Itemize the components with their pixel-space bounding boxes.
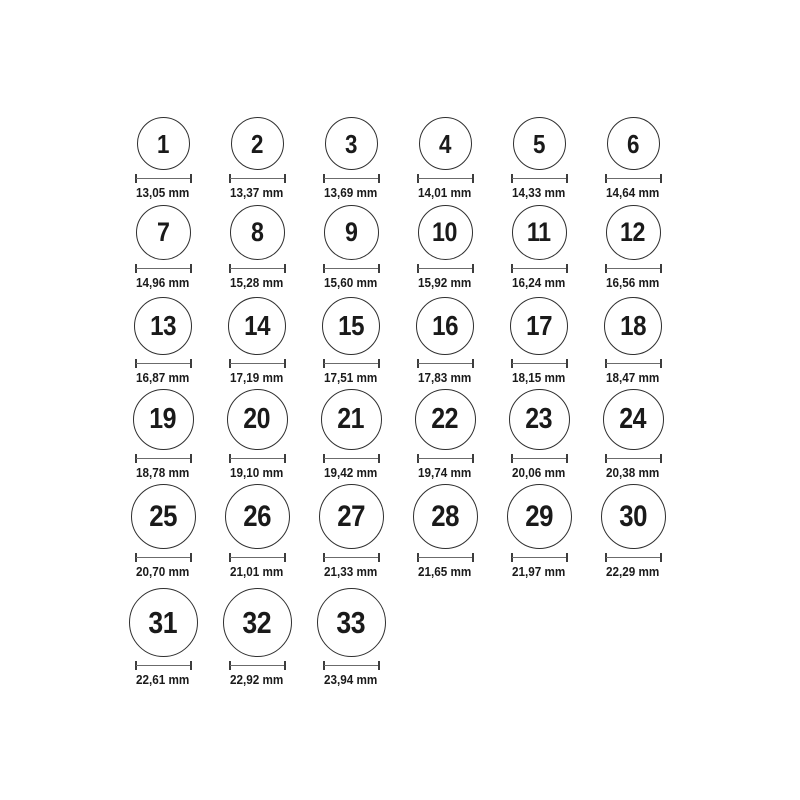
diameter-label: 15,92 mm: [418, 275, 472, 290]
ring-size-number: 2: [250, 128, 264, 159]
ring-circle: [231, 117, 284, 170]
ring-size-cell: [492, 297, 586, 385]
measure-line: [136, 178, 191, 180]
diameter-measure-bracket: [323, 359, 380, 368]
ring-size-number: 9: [344, 217, 358, 247]
ring-size-cell: [116, 205, 210, 290]
ring-size-grid: [116, 117, 680, 687]
diameter-label: 16,56 mm: [606, 275, 660, 290]
diameter-measure-bracket: [605, 174, 662, 183]
ring-size-number: 11: [527, 217, 551, 247]
ring-circle: [317, 588, 386, 657]
ring-circle: [507, 484, 572, 549]
measure-line: [606, 178, 661, 180]
measure-line: [606, 458, 661, 460]
ring-circle: [604, 297, 662, 355]
measure-tick-right-icon: [190, 454, 192, 463]
ring-size-number: 16: [432, 310, 458, 341]
measure-tick-right-icon: [190, 264, 192, 273]
diameter-measure-bracket: [511, 359, 568, 368]
measure-line: [512, 458, 567, 460]
measure-tick-right-icon: [284, 264, 286, 273]
ring-size-number: 29: [525, 499, 553, 533]
measure-line: [136, 363, 191, 365]
ring-size-cell: [304, 205, 398, 290]
diameter-measure-bracket: [605, 454, 662, 463]
measure-tick-right-icon: [190, 553, 192, 562]
diameter-label: 20,70 mm: [136, 564, 190, 579]
measure-line: [512, 178, 567, 180]
measure-tick-right-icon: [284, 661, 286, 670]
ring-size-cell: [304, 484, 398, 579]
measure-line: [418, 557, 473, 559]
measure-line: [606, 363, 661, 365]
ring-circle: [321, 389, 382, 450]
measure-tick-right-icon: [378, 359, 380, 368]
ring-size-cell: [304, 297, 398, 385]
diameter-label: 22,61 mm: [136, 672, 190, 687]
ring-size-cell: [398, 205, 492, 290]
ring-circle: [136, 205, 191, 260]
ring-circle: [509, 389, 570, 450]
ring-size-cell: [304, 389, 398, 480]
ring-circle: [134, 297, 192, 355]
diameter-measure-bracket: [135, 174, 192, 183]
ring-circle: [322, 297, 380, 355]
measure-tick-right-icon: [378, 454, 380, 463]
measure-tick-right-icon: [472, 264, 474, 273]
diameter-measure-bracket: [417, 264, 474, 273]
ring-size-number: 17: [526, 310, 552, 341]
ring-size-number: 21: [337, 403, 365, 435]
ring-size-cell: [210, 117, 304, 200]
ring-size-number: 14: [244, 310, 270, 341]
diameter-label: 18,47 mm: [606, 370, 660, 385]
measure-line: [230, 557, 285, 559]
diameter-measure-bracket: [229, 454, 286, 463]
ring-size-cell: [116, 297, 210, 385]
ring-circle: [129, 588, 198, 657]
measure-tick-right-icon: [284, 359, 286, 368]
diameter-label: 21,01 mm: [230, 564, 284, 579]
diameter-measure-bracket: [511, 553, 568, 562]
ring-circle: [601, 484, 666, 549]
ring-size-cell: [210, 389, 304, 480]
measure-tick-right-icon: [472, 454, 474, 463]
measure-tick-right-icon: [378, 661, 380, 670]
ring-size-cell: [210, 297, 304, 385]
measure-line: [230, 665, 285, 667]
diameter-measure-bracket: [605, 359, 662, 368]
ring-size-number: 27: [337, 499, 365, 533]
measure-line: [512, 268, 567, 270]
diameter-measure-bracket: [605, 264, 662, 273]
ring-circle: [416, 297, 474, 355]
ring-size-number: 22: [431, 403, 459, 435]
measure-line: [418, 458, 473, 460]
measure-tick-right-icon: [378, 174, 380, 183]
measure-tick-right-icon: [660, 359, 662, 368]
ring-circle: [607, 117, 660, 170]
measure-line: [136, 557, 191, 559]
diameter-measure-bracket: [229, 174, 286, 183]
diameter-measure-bracket: [417, 553, 474, 562]
measure-line: [324, 268, 379, 270]
ring-circle: [223, 588, 292, 657]
diameter-measure-bracket: [229, 264, 286, 273]
measure-line: [324, 557, 379, 559]
measure-tick-right-icon: [378, 264, 380, 273]
diameter-label: 21,65 mm: [418, 564, 472, 579]
ring-size-cell: [586, 297, 680, 385]
ring-size-cell: [210, 205, 304, 290]
diameter-measure-bracket: [135, 359, 192, 368]
measure-line: [324, 178, 379, 180]
measure-tick-right-icon: [660, 174, 662, 183]
diameter-measure-bracket: [511, 264, 568, 273]
ring-size-number: 3: [344, 128, 358, 159]
diameter-measure-bracket: [511, 174, 568, 183]
measure-tick-right-icon: [190, 359, 192, 368]
ring-size-number: 13: [150, 310, 176, 341]
ring-size-row: [116, 588, 680, 687]
ring-size-cell: [586, 389, 680, 480]
measure-tick-right-icon: [378, 553, 380, 562]
ring-size-cell: [210, 484, 304, 579]
ring-size-number: 7: [156, 217, 170, 247]
ring-size-cell: [210, 588, 304, 687]
ring-size-number: 30: [619, 499, 647, 533]
measure-tick-right-icon: [472, 553, 474, 562]
ring-circle: [227, 389, 288, 450]
measure-tick-right-icon: [660, 553, 662, 562]
measure-line: [230, 178, 285, 180]
ring-size-cell: [398, 389, 492, 480]
ring-size-number: 25: [149, 499, 177, 533]
ring-size-cell: [492, 484, 586, 579]
ring-circle: [228, 297, 286, 355]
diameter-measure-bracket: [229, 359, 286, 368]
ring-size-number: 8: [250, 217, 264, 247]
measure-tick-right-icon: [190, 174, 192, 183]
ring-size-cell: [116, 588, 210, 687]
ring-circle: [133, 389, 194, 450]
measure-tick-right-icon: [566, 174, 568, 183]
ring-size-cell: [116, 389, 210, 480]
measure-line: [512, 363, 567, 365]
ring-size-number: 23: [525, 403, 553, 435]
ring-circle: [512, 205, 567, 260]
ring-circle: [419, 117, 472, 170]
diameter-measure-bracket: [417, 454, 474, 463]
measure-tick-right-icon: [284, 553, 286, 562]
ring-circle: [418, 205, 473, 260]
measure-line: [230, 363, 285, 365]
diameter-label: 22,29 mm: [606, 564, 660, 579]
diameter-label: 20,38 mm: [606, 465, 660, 480]
ring-size-row: [116, 205, 680, 290]
diameter-label: 17,51 mm: [324, 370, 378, 385]
diameter-measure-bracket: [417, 174, 474, 183]
ring-circle: [230, 205, 285, 260]
ring-size-cell: [398, 117, 492, 200]
diameter-measure-bracket: [323, 174, 380, 183]
ring-circle: [325, 117, 378, 170]
measure-tick-right-icon: [566, 553, 568, 562]
diameter-measure-bracket: [511, 454, 568, 463]
ring-circle: [415, 389, 476, 450]
ring-circle: [606, 205, 661, 260]
diameter-label: 16,24 mm: [512, 275, 566, 290]
ring-circle: [137, 117, 190, 170]
diameter-measure-bracket: [323, 264, 380, 273]
diameter-label: 17,83 mm: [418, 370, 472, 385]
ring-size-number: 10: [432, 217, 458, 247]
ring-size-number: 28: [431, 499, 459, 533]
ring-size-number: 32: [242, 605, 272, 640]
ring-size-number: 6: [626, 128, 640, 159]
measure-line: [324, 458, 379, 460]
diameter-measure-bracket: [605, 553, 662, 562]
ring-size-cell: [116, 484, 210, 579]
ring-size-row: [116, 117, 680, 200]
ring-size-number: 31: [148, 605, 178, 640]
ring-size-number: 18: [620, 310, 646, 341]
ring-size-number: 26: [243, 499, 271, 533]
ring-size-number: 15: [338, 310, 364, 341]
diameter-label: 19,74 mm: [418, 465, 472, 480]
measure-line: [606, 557, 661, 559]
diameter-measure-bracket: [135, 264, 192, 273]
measure-line: [136, 268, 191, 270]
diameter-measure-bracket: [135, 553, 192, 562]
measure-line: [324, 363, 379, 365]
diameter-label: 14,33 mm: [512, 185, 566, 200]
ring-size-cell: [586, 205, 680, 290]
measure-tick-right-icon: [566, 359, 568, 368]
ring-size-cell: [398, 297, 492, 385]
measure-line: [418, 178, 473, 180]
ring-size-cell: [398, 484, 492, 579]
diameter-label: 18,15 mm: [512, 370, 566, 385]
diameter-label: 19,42 mm: [324, 465, 378, 480]
ring-size-cell: [304, 117, 398, 200]
diameter-measure-bracket: [323, 553, 380, 562]
measure-line: [230, 458, 285, 460]
ring-circle: [225, 484, 290, 549]
ring-size-number: 1: [156, 128, 170, 159]
diameter-label: 14,64 mm: [606, 185, 660, 200]
diameter-label: 16,87 mm: [136, 370, 190, 385]
ring-circle: [324, 205, 379, 260]
diameter-measure-bracket: [323, 661, 380, 670]
diameter-label: 18,78 mm: [136, 465, 190, 480]
ring-size-number: 24: [619, 403, 647, 435]
ring-size-cell: [304, 588, 398, 687]
diameter-label: 13,05 mm: [136, 185, 190, 200]
measure-line: [606, 268, 661, 270]
ring-size-cell: [492, 117, 586, 200]
diameter-label: 17,19 mm: [230, 370, 284, 385]
diameter-label: 23,94 mm: [324, 672, 378, 687]
ring-size-cell: [586, 117, 680, 200]
measure-line: [418, 268, 473, 270]
measure-line: [418, 363, 473, 365]
diameter-measure-bracket: [229, 553, 286, 562]
ring-circle: [603, 389, 664, 450]
ring-circle: [413, 484, 478, 549]
measure-tick-right-icon: [472, 174, 474, 183]
diameter-measure-bracket: [417, 359, 474, 368]
measure-line: [512, 557, 567, 559]
diameter-label: 21,97 mm: [512, 564, 566, 579]
measure-line: [324, 665, 379, 667]
diameter-label: 15,60 mm: [324, 275, 378, 290]
diameter-measure-bracket: [323, 454, 380, 463]
measure-line: [136, 665, 191, 667]
measure-tick-right-icon: [566, 454, 568, 463]
ring-size-number: 33: [336, 605, 366, 640]
measure-line: [230, 268, 285, 270]
diameter-label: 13,37 mm: [230, 185, 284, 200]
measure-tick-right-icon: [284, 454, 286, 463]
ring-size-row: [116, 389, 680, 480]
diameter-label: 14,96 mm: [136, 275, 190, 290]
ring-circle: [510, 297, 568, 355]
measure-line: [136, 458, 191, 460]
diameter-label: 13,69 mm: [324, 185, 378, 200]
diameter-label: 22,92 mm: [230, 672, 284, 687]
diameter-label: 19,10 mm: [230, 465, 284, 480]
measure-tick-right-icon: [472, 359, 474, 368]
ring-size-cell: [492, 205, 586, 290]
ring-size-cell: [116, 117, 210, 200]
ring-circle: [319, 484, 384, 549]
diameter-measure-bracket: [229, 661, 286, 670]
ring-circle: [513, 117, 566, 170]
ring-size-row: [116, 297, 680, 385]
diameter-measure-bracket: [135, 661, 192, 670]
measure-tick-right-icon: [566, 264, 568, 273]
ring-size-number: 12: [620, 217, 646, 247]
ring-size-row: [116, 484, 680, 579]
ring-size-number: 5: [532, 128, 546, 159]
diameter-label: 14,01 mm: [418, 185, 472, 200]
measure-tick-right-icon: [660, 264, 662, 273]
diameter-label: 20,06 mm: [512, 465, 566, 480]
ring-size-number: 4: [438, 128, 452, 159]
diameter-measure-bracket: [135, 454, 192, 463]
diameter-label: 15,28 mm: [230, 275, 284, 290]
ring-size-cell: [492, 389, 586, 480]
measure-tick-right-icon: [660, 454, 662, 463]
ring-size-number: 20: [243, 403, 271, 435]
diameter-label: 21,33 mm: [324, 564, 378, 579]
ring-size-cell: [586, 484, 680, 579]
ring-circle: [131, 484, 196, 549]
measure-tick-right-icon: [284, 174, 286, 183]
ring-size-number: 19: [149, 403, 177, 435]
measure-tick-right-icon: [190, 661, 192, 670]
